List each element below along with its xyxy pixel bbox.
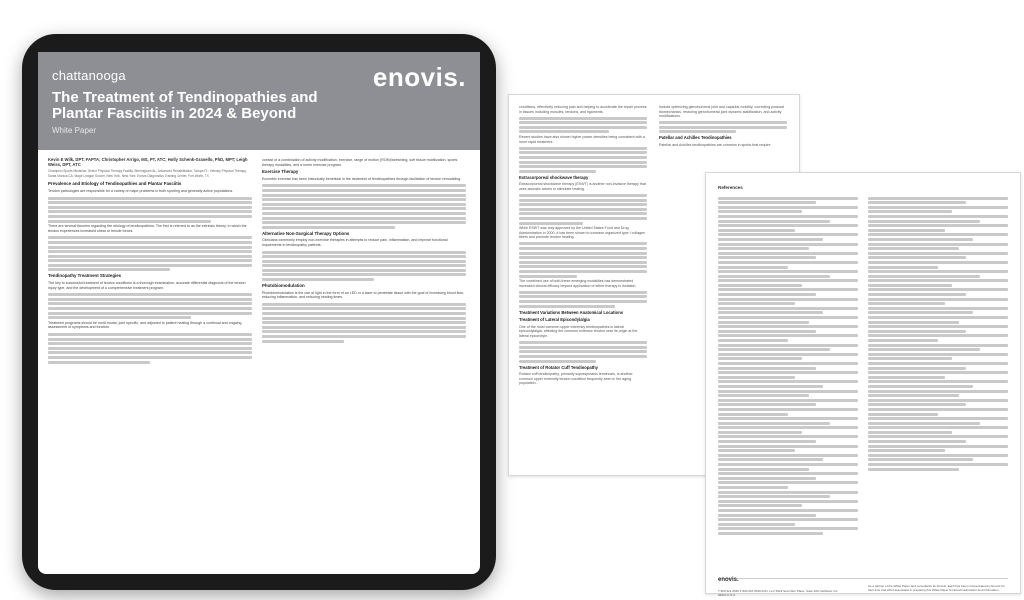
document-title: The Treatment of Tendinopathies and Plantar Fasciitis in 2024 & Beyond (52, 89, 318, 122)
paragraph: Eccentric exercise has been historically beneficial in the treatment of tendinopathies through facilitation of tendon remodeling. (262, 176, 462, 181)
footer-disclosure: As a partner of the White Paper and consultants for Enovis. Each has been compensated by Enovis for their time and effort associated in preparing this White Paper for Enovis Education and Information. (868, 584, 1005, 592)
heading-eswt: Extracorporeal shockwave therapy (519, 174, 589, 180)
document-subtitle: White Paper (52, 126, 97, 135)
footer-enovis-logo: enovis. (718, 577, 739, 583)
chattanooga-logo: chattanooga (52, 68, 126, 83)
heading-exercise: Exercise Therapy (262, 169, 299, 175)
paragraph: conditions, effectively reducing pain and helping to accelerate the repair process in tissues including muscles, tendons, and ligaments. (519, 105, 647, 114)
enovis-logo: enovis. (372, 62, 466, 92)
paragraph: Recent studies have also shown higher power densities being consistent with a more rapid treatment. (519, 135, 645, 144)
heading-patellar: Patellar and Achilles Tendinopathies (659, 135, 732, 141)
paragraph: consist of a combination of activity modification, exercise, range of motion (ROM)/stretching, soft tissue mobilization, sports therapy modalities, and a home exercise program. (262, 158, 458, 167)
page1-columns (48, 158, 470, 568)
tablet-screen (38, 52, 480, 574)
heading-lateral: Treatment of Lateral Epicondylalgia (519, 317, 590, 323)
references-heading: References (718, 185, 743, 190)
paragraph: Clinicians commonly employ non-exercise therapies in attempts to reduce pain, inflammation, and improve functional impairments in tendinopathy patients. (262, 238, 448, 247)
page1-left-column (48, 158, 252, 568)
heading-photobiomodulation: Photobiomodulation (262, 283, 305, 289)
page-3 (705, 172, 1021, 597)
heading-prevalence: Prevalence and Etiology of Tendinopathies and Plantar Fasciitis (48, 181, 182, 187)
paragraph: Tendon pathologies are responsible for a variety of major problems in both sporting and generally active populations. (48, 188, 234, 193)
page3-footer (718, 577, 1008, 597)
heading-strategies: Tendinopathy Treatment Strategies (48, 273, 122, 279)
paragraph: While ESWT was only approved by the United States Food and Drug Administration in 2000, it has been shown to increase organized type I collagen fibers and promote tendon healing. (519, 226, 646, 240)
paragraph: The key to successful treatment of tendon conditions is a thorough examination, accurate differential diagnosis of the tendon injury type, and the development of a comprehensive treatment program. (48, 281, 246, 290)
paragraph: There are several theories regarding the etiology of tendinopathies. The first is referred to as the extrinsic theory, in which the tendon experiences increased shear or tensile forces. (48, 224, 247, 233)
paragraph: include optimizing glenohumeral joint and capsular mobility, correcting postural biomechanics, restoring glenohumeral joint dynamic stabilization, and activity modifications. (659, 105, 784, 119)
paragraph: Patellar and Achilles tendinopathies are common in sports that require (659, 143, 771, 148)
heading-variations: Treatment Variations Between Anatomical Locations (519, 309, 624, 315)
paragraph: Extracorporeal shockwave therapy (ESWT) is another non-invasive therapy that uses acoustic waves to stimulate healing. (519, 182, 646, 191)
affiliations: Champion Sports Medicine, Select Physical Therapy Facility, Birmingham AL; Advanced Rehabilitation, Tampa FL; Velocity Physical Therapy, Santa Monica CA; Major League Soccer, New York, New York; Enovis Diagnostics Training Center, Fort Worth, TX (48, 169, 247, 178)
heading-alternative: Alternative Non-Surgical Therapy Options (262, 230, 350, 236)
paragraph: Rotator cuff tendinopathy, primarily supraspinatus tendinosis, is another common upper extremity tendon condition frequently seen in the aging population. (519, 372, 633, 386)
paragraph: Treatment programs should be multi-modal, joint specific, and adjusted to patient healing through a continual and ongoing assessment of symptoms and function. (48, 320, 242, 330)
footer-contact: T 800.321.9549 F 800.410.4549 DJO, LLC 5919 Sea Otter Place, Suite 200 Carlsbad, CA 92010 U.S.A. (718, 589, 838, 597)
hero-banner (38, 52, 480, 150)
authors: Kevin E Wilk, DPT, FAPTA; Christopher Arrigo, MS, PT, ATC; Holly Schenk-Granello, PhD, MPT; Leigh Weiss, DPT, ATC (48, 157, 248, 167)
heading-rotator: Treatment of Rotator Cuff Tendinopathy (519, 364, 599, 370)
tablet-frame (22, 34, 496, 590)
references-left-column (718, 195, 858, 536)
paragraph: Photobiomodulation is the use of light in the form of an LED or a laser to penetrate tissue with the goal of increasing blood flow, reducing inflammation, and reducing healing times. (262, 290, 464, 300)
paragraph: One of the most common upper extremity tendinopathies is lateral epicondylalgia, affecting the common extensor tendon near its origin at the lateral epicondyle. (519, 324, 638, 339)
page2-left-column (519, 105, 647, 465)
paragraph: The combined use of both these emerging modalities has demonstrated increased clinical efficacy beyond application of either therapy in isolation. (519, 279, 637, 288)
page1-right-column (262, 158, 466, 568)
references-right-column (868, 195, 1008, 472)
